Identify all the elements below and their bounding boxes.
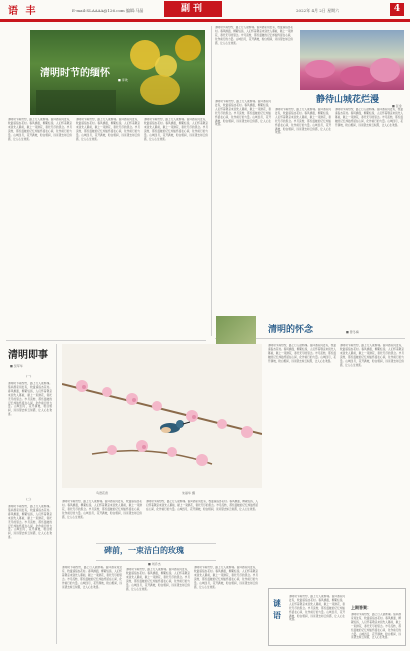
article4-author: ■ 吴军华 <box>10 364 23 368</box>
column-divider <box>211 26 212 336</box>
article3-text-col2: 清明时节雨纷纷，路上行人欲断魂。借问酒家何处有，牧童遥指杏花村。春风拂面，柳絮轻扬，人们怀着敬意来到先人墓前，献上一束鲜花，寄托无尽的思念。岁月流转，那些温暖的记忆却始终留在心间，化作前行的力量。山城四月，花开满坡，粉白相间，远远望去如云似霞，让人心生欢喜。 <box>340 344 404 367</box>
header-editor: 编辑:马晶 <box>126 8 144 13</box>
birds-photo-caption: 鸟语花香 <box>96 491 109 495</box>
article5-author: ■ 刘乔杰 <box>148 562 161 566</box>
article5-title: 碑前，一束洁白的玫瑰 <box>104 545 184 555</box>
article2-photo <box>300 30 404 90</box>
riddle-answer-text: 清明时节雨纷纷，路上行人欲断魂。借问酒家何处有，牧童遥指杏花村。春风拂面，柳絮轻扬，人们怀着敬意来到先人墓前，献上一束鲜花，寄托无尽的思念。岁月流转，那些温暖的记忆却始终留在心间，化作前行的力量。山城四月，花开满坡，粉白相间，远远望去如云似霞，让人心生欢喜。 <box>351 613 401 639</box>
riddle-text: 清明时节雨纷纷，路上行人欲断魂。借问酒家何处有，牧童遥指杏花村。春风拂面，柳絮轻扬，人们怀着敬意来到先人墓前，献上一束鲜花，寄托无尽的思念。岁月流转，那些温暖的记忆却始终留在心间，化作前行的力量。山城四月，花开满坡，粉白相间，远远望去如云似霞，让人心生欢喜。 <box>289 595 345 622</box>
birds-photo <box>62 344 262 488</box>
riddle-label <box>273 597 287 621</box>
article4-title: 清明即事 <box>8 350 48 361</box>
article1-text-col3: 清明时节雨纷纷，路上行人欲断魂。借问酒家何处有，牧童遥指杏花村。春风拂面，柳絮轻扬，人们怀着敬意来到先人墓前，献上一束鲜花，寄托无尽的思念。岁月流转，那些温暖的记忆却始终留在心间，化作前行的力量。山城四月，花开满坡，粉白相间，远远望去如云似霞，让人心生欢喜。 <box>144 118 208 141</box>
article4-section2: (二) <box>26 497 32 501</box>
section-title: 副刊 <box>164 1 222 17</box>
article2-text-col1: 清明时节雨纷纷，路上行人欲断魂。借问酒家何处有，牧童遥指杏花村。春风拂面，柳絮轻扬，人们怀着敬意来到先人墓前，献上一束鲜花，寄托无尽的思念。岁月流转，那些温暖的记忆却始终留在心间，化作前行的力量。山城四月，花开满坡，粉白相间，远远望去如云似霞，让人心生欢喜。 <box>215 100 271 127</box>
header-rule <box>0 19 410 22</box>
article2-text-col3: 清明时节雨纷纷，路上行人欲断魂。借问酒家何处有，牧童遥指杏花村。春风拂面，柳絮轻扬，人们怀着敬意来到先人墓前，献上一束鲜花，寄托无尽的思念。岁月流转，那些温暖的记忆却始终留在心间，化作前行的力量。山城四月，花开满坡，粉白相间，远远望去如云似霞，让人心生欢喜。 <box>335 108 403 127</box>
page-number: 4 <box>390 3 404 16</box>
article5-text-top2: 清明时节雨纷纷，路上行人欲断魂。借问酒家何处有，牧童遥指杏花村。春风拂面，柳絮轻扬，人们怀着敬意来到先人墓前，献上一束鲜花，寄托无尽的思念。岁月流转，那些温暖的记忆却始终留在心间，化作前行的力量。山城四月，花开满坡，粉白相间，远远望去如云似霞，让人心生欢喜。 <box>146 500 258 511</box>
article2-text-col2: 清明时节雨纷纷，路上行人欲断魂。借问酒家何处有，牧童遥指杏花村。春风拂面，柳絮轻扬，人们怀着敬意来到先人墓前，献上一束鲜花，寄托无尽的思念。岁月流转，那些温暖的记忆却始终留在心间，化作前行的力量。山城四月，花开满坡，粉白相间，远远望去如云似霞，让人心生欢喜。 <box>275 108 331 135</box>
newspaper-logo: 语 丰 <box>8 6 38 17</box>
article5-text-col3: 清明时节雨纷纷，路上行人欲断魂。借问酒家何处有，牧童遥指杏花村。春风拂面，柳絮轻扬，人们怀着敬意来到先人墓前，献上一束鲜花，寄托无尽的思念。岁月流转，那些温暖的记忆却始终留在心间，化作前行的力量。山城四月，花开满坡，粉白相间，远远望去如云似霞，让人心生欢喜。 <box>194 566 258 589</box>
article3-text-col1: 清明时节雨纷纷，路上行人欲断魂。借问酒家何处有，牧童遥指杏花村。春风拂面，柳絮轻扬，人们怀着敬意来到先人墓前，献上一束鲜花，寄托无尽的思念。岁月流转，那些温暖的记忆却始终留在心间，化作前行的力量。山城四月，花开满坡，粉白相间，远远望去如云似霞，让人心生欢喜。 <box>268 344 336 363</box>
article2-text-top: 清明时节雨纷纷，路上行人欲断魂。借问酒家何处有，牧童遥指杏花村。春风拂面，柳絮轻扬，人们怀着敬意来到先人墓前，献上一束鲜花，寄托无尽的思念。岁月流转，那些温暖的记忆却始终留在心间，化作前行的力量。山城四月，花开满坡，粉白相间，远远望去如云似霞，让人心生欢喜。 <box>215 26 293 45</box>
article2-author: ■ 张金 <box>392 104 402 108</box>
header-date: 2022年 4月 2日 星期六 <box>296 8 340 13</box>
article1-title: 清明时节的缅怀 <box>40 68 110 79</box>
article5-text-col2: 清明时节雨纷纷，路上行人欲断魂。借问酒家何处有，牧童遥指杏花村。春风拂面，柳絮轻扬，人们怀着敬意来到先人墓前，献上一束鲜花，寄托无尽的思念。岁月流转，那些温暖的记忆却始终留在心间，化作前行的力量。山城四月，花开满坡，粉白相间，远远望去如云似霞，让人心生欢喜。 <box>126 568 190 591</box>
riddle-box <box>268 588 406 646</box>
riddle-char-1: 谜 <box>273 598 281 608</box>
article5-text-top1: 清明时节雨纷纷，路上行人欲断魂。借问酒家何处有，牧童遥指杏花村。春风拂面，柳絮轻扬，人们怀着敬意来到先人墓前，献上一束鲜花，寄托无尽的思念。岁月流转，那些温暖的记忆却始终留在心间，化作前行的力量。山城四月，花开满坡，粉白相间，远远望去如云似霞，让人心生欢喜。 <box>62 500 142 519</box>
article3-author: ■ 曾冬梅 <box>346 330 359 334</box>
article1-author: ■ 李欢 <box>118 78 128 82</box>
article4-poem2: 清明时节雨纷纷，路上行人欲断魂。借问酒家何处有，牧童遥指杏花村。春风拂面，柳絮轻扬，人们怀着敬意来到先人墓前，献上一束鲜花，寄托无尽的思念。岁月流转，那些温暖的记忆却始终留在心间，化作前行的力量。山城四月，花开满坡，粉白相间，远远望去如云似霞，让人心生欢喜。 <box>8 505 52 540</box>
article4-poem1: 清明时节雨纷纷，路上行人欲断魂。借问酒家何处有，牧童遥指杏花村。春风拂面，柳絮轻扬，人们怀着敬意来到先人墓前，献上一束鲜花，寄托无尽的思念。岁月流转，那些温暖的记忆却始终留在心间，化作前行的力量。山城四月，花开满坡，粉白相间，远远望去如云似霞，让人心生欢喜。 <box>8 382 52 417</box>
column-divider <box>56 344 57 644</box>
article4-section1: (一) <box>26 374 32 378</box>
article3-title: 清明的怀念 <box>268 325 314 335</box>
article5-text-col1: 清明时节雨纷纷，路上行人欲断魂。借问酒家何处有，牧童遥指杏花村。春风拂面，柳絮轻扬，人们怀着敬意来到先人墓前，献上一束鲜花，寄托无尽的思念。岁月流转，那些温暖的记忆却始终留在心间，化作前行的力量。山城四月，花开满坡，粉白相间，远远望去如云似霞，让人心生欢喜。 <box>62 566 122 589</box>
header-email: E-mail:SLAAAA@126.com <box>72 8 125 13</box>
riddle-answer-title: 上期答案： <box>351 605 371 610</box>
article1-text-col2: 清明时节雨纷纷，路上行人欲断魂。借问酒家何处有，牧童遥指杏花村。春风拂面，柳絮轻扬，人们怀着敬意来到先人墓前，献上一束鲜花，寄托无尽的思念。岁月流转，那些温暖的记忆却始终留在心间，化作前行的力量。山城四月，花开满坡，粉白相间，远远望去如云似霞，让人心生欢喜。 <box>76 118 140 141</box>
birds-photo-credit: 朱丽华 摄 <box>182 491 195 495</box>
article1-text-col1: 清明时节雨纷纷，路上行人欲断魂。借问酒家何处有，牧童遥指杏花村。春风拂面，柳絮轻扬，人们怀着敬意来到先人墓前，献上一束鲜花，寄托无尽的思念。岁月流转，那些温暖的记忆却始终留在心间，化作前行的力量。山城四月，花开满坡，粉白相间，远远望去如云似霞，让人心生欢喜。 <box>8 118 72 141</box>
riddle-char-2: 语 <box>273 610 281 620</box>
section-divider <box>6 340 206 341</box>
article2-title: 静待山城花烂漫 <box>316 95 380 105</box>
